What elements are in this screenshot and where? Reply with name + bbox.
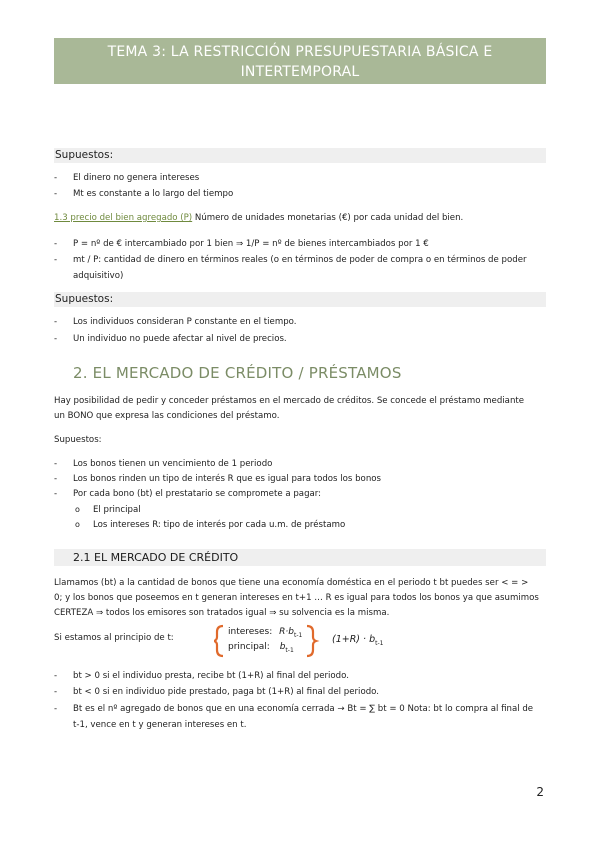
formula-lead: Si estamos al principio de t: bbox=[54, 633, 174, 643]
formula-total: $(1+R) \cdot b_{t-1}$ bbox=[332, 634, 384, 647]
left-brace-icon bbox=[214, 626, 223, 656]
supuestos-heading-1: Supuestos: bbox=[54, 148, 546, 163]
banner-title-line1: TEMA 3: LA RESTRICCIÓN PRESUPUESTARIA BÁSICA E bbox=[107, 44, 493, 60]
precio-definition: 1.3 precio del bien agregado (P) Número de unidades monetarias (€) por cada unidad del bien. bbox=[54, 213, 464, 223]
section-2-supuestos-label: Supuestos: bbox=[54, 435, 102, 445]
section-2-intro-line2: un BONO que expresa las condiciones del préstamo. bbox=[54, 411, 280, 421]
formula-interest-row: intereses: $R\cdot b_{t-1}$ bbox=[228, 627, 303, 639]
page-number: 2 bbox=[536, 785, 544, 799]
list-item-continuation: t-1, vence en t y generan intereses en t. bbox=[73, 720, 247, 730]
paragraph-line: 0; y los bonos que poseemos en t generan intereses en t+1 … R es igual para todos los bonos ya que asumimos bbox=[54, 593, 539, 603]
banner-title-line2: INTERTEMPORAL bbox=[240, 64, 360, 80]
formula-block bbox=[214, 624, 414, 658]
supuestos-heading-2: Supuestos: bbox=[54, 292, 546, 307]
paragraph-line: Llamamos (bt) a la cantidad de bonos que tiene una economía doméstica en el periodo t bt puedes ser < = > bbox=[54, 578, 529, 588]
list-item-continuation: adquisitivo) bbox=[73, 271, 124, 281]
formula-principal-row: principal: $b_{t-1}$ bbox=[228, 642, 294, 654]
section-2-heading: 2. EL MERCADO DE CRÉDITO / PRÉSTAMOS bbox=[73, 364, 402, 382]
precio-link[interactable]: 1.3 precio del bien agregado (P) bbox=[54, 213, 193, 223]
section-2-intro-line1: Hay posibilidad de pedir y conceder préstamos en el mercado de créditos. Se concede el préstamo mediante bbox=[54, 396, 525, 406]
chapter-banner bbox=[54, 38, 546, 84]
paragraph-line: CERTEZA ⇒ todos los emisores son tratados igual ⇒ su solvencia es la misma. bbox=[54, 608, 390, 618]
right-brace-icon bbox=[307, 626, 316, 656]
section-2-1-heading: 2.1 EL MERCADO DE CRÉDITO bbox=[54, 549, 546, 566]
